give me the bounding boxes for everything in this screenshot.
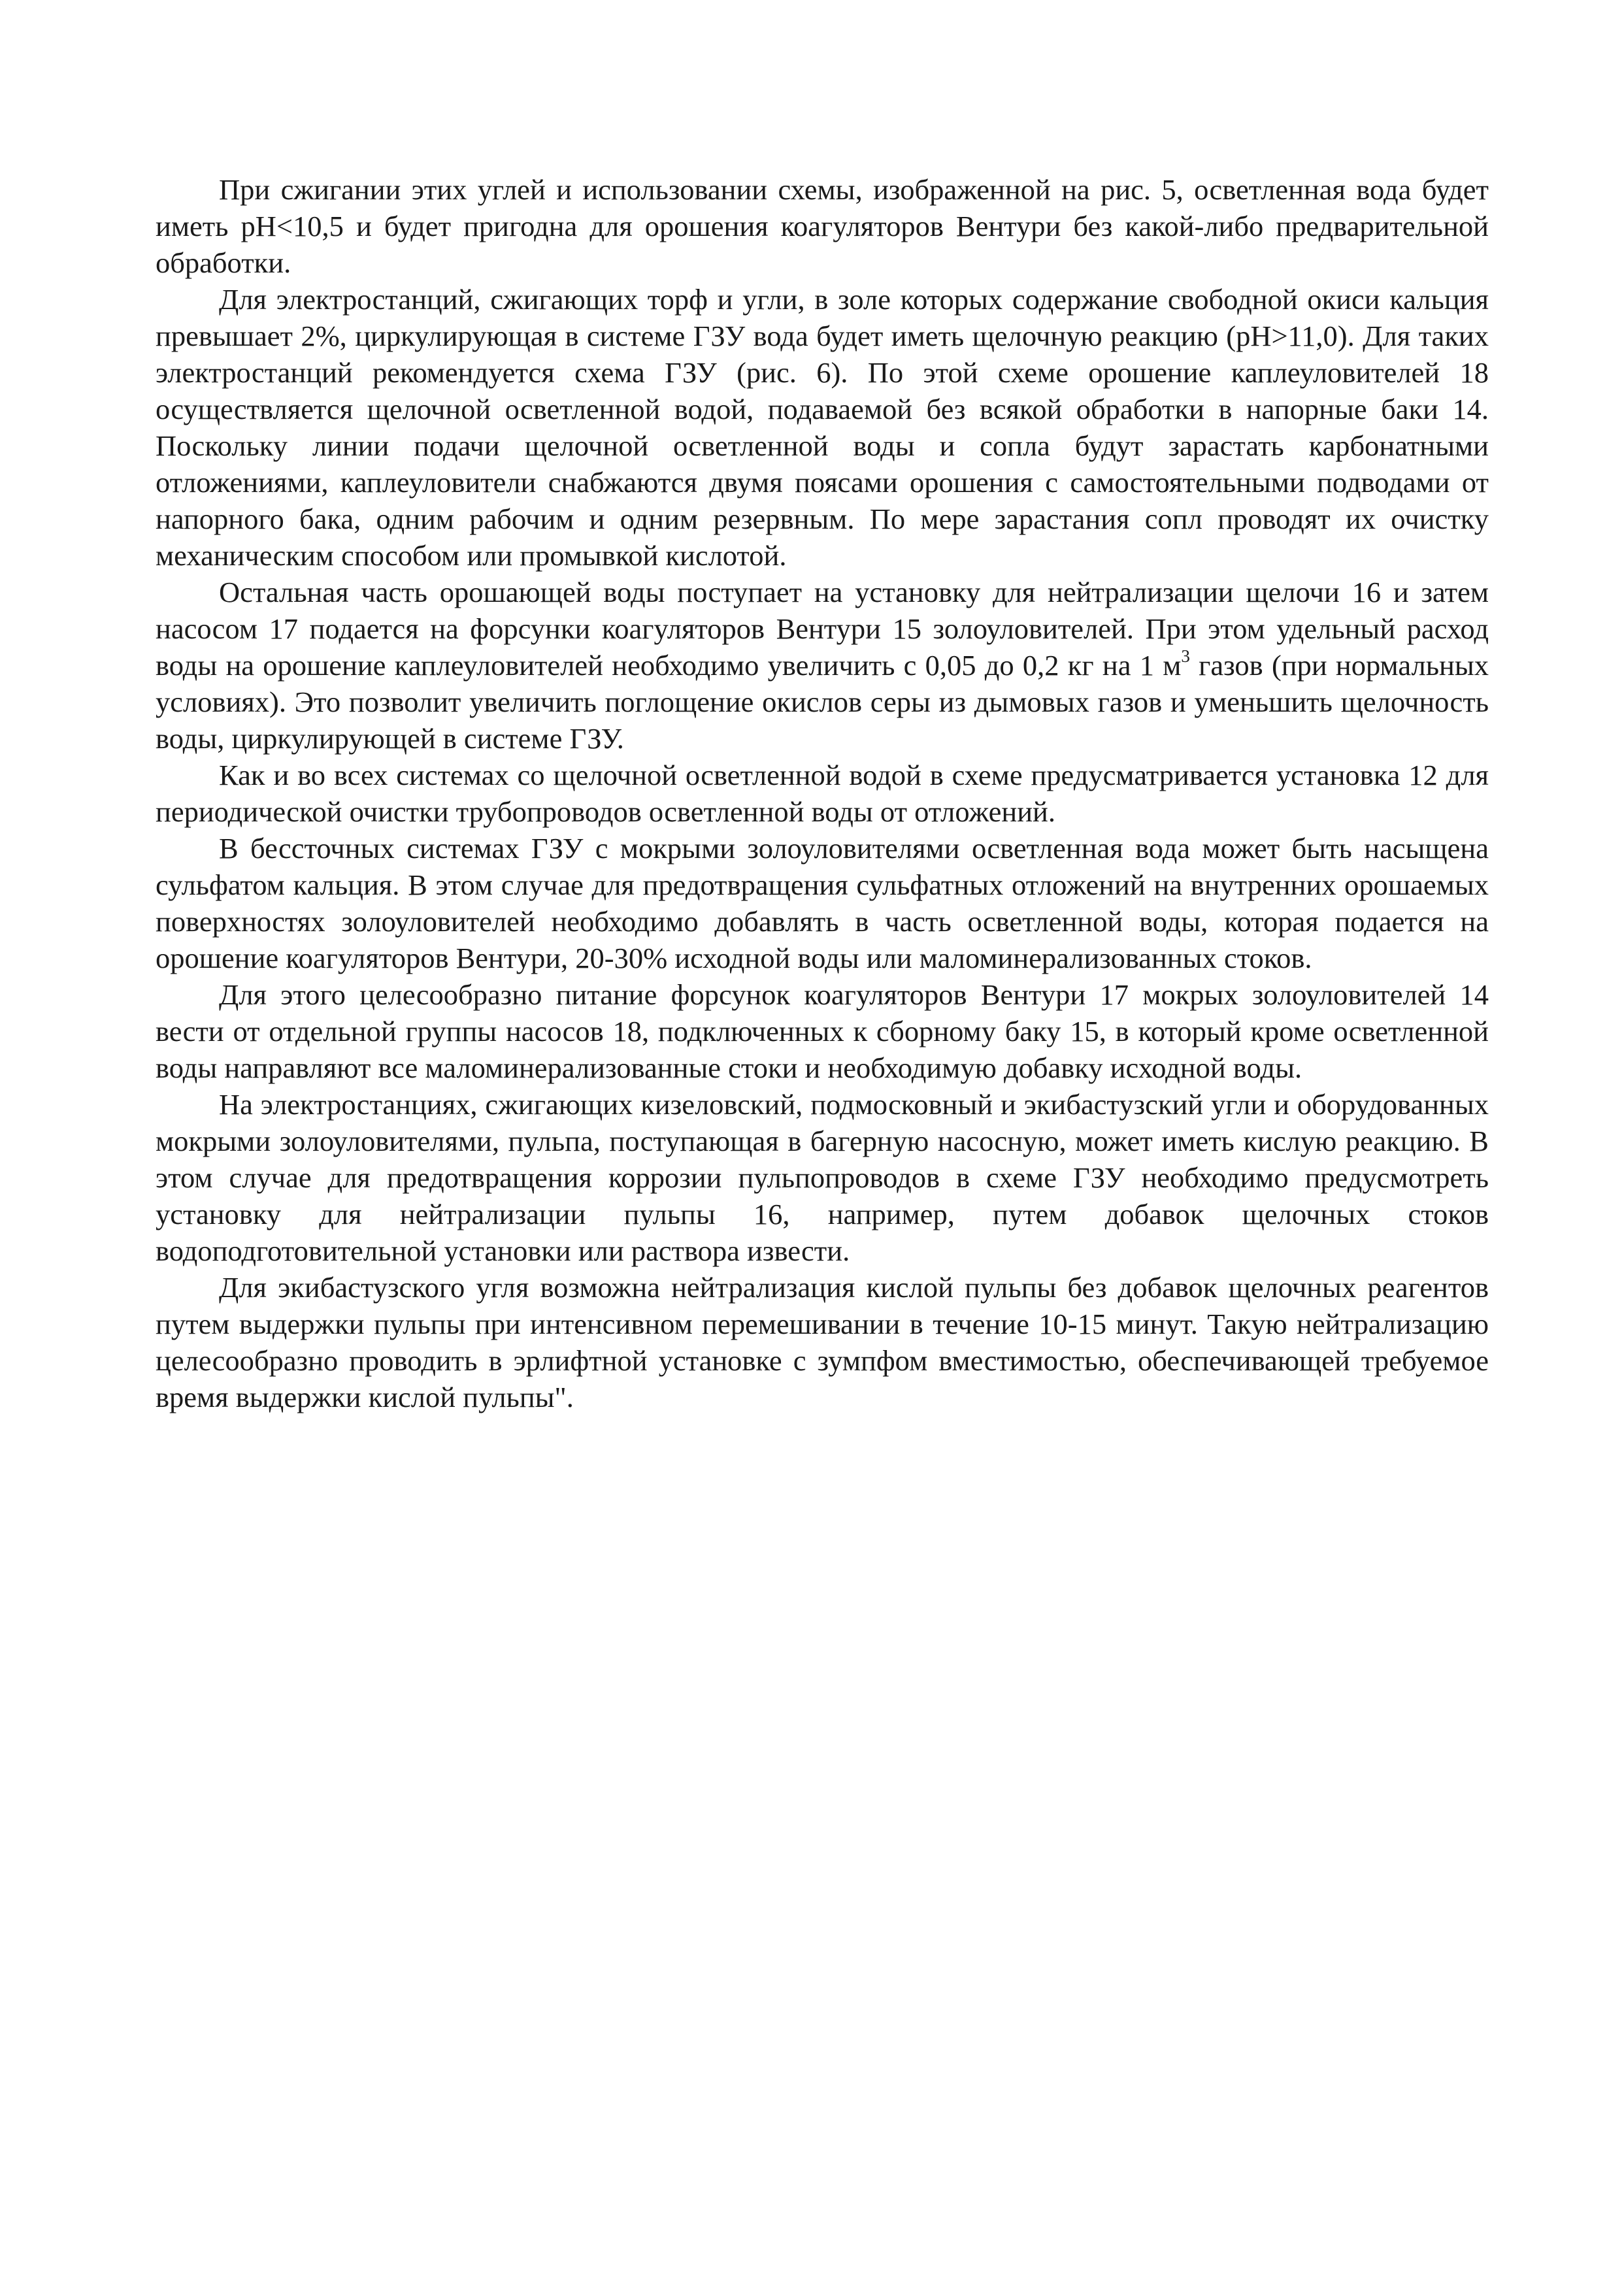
paragraph-7: На электростанциях, сжигающих кизеловский, подмосковный и экибастузский угли и оборудованных мокрыми золоуловителями, пульпа, поступающая в багерную насосную, может иметь кислую реакцию. В этом случае для предотвращения коррозии пульпопроводов в схеме ГЗУ необходимо предусмотреть установку для нейтрализации пульпы 16, например, путем добавок щелочных стоков водоподготовительной установки или раствора извести. <box>156 1088 1489 1267</box>
paragraph-3 <box>156 574 1489 757</box>
paragraph-3-text-before: Остальная часть орошающей воды поступает на установку для нейтрализации щелочи 16 и затем насосом 17 подается на форсунки коагуляторов Вентури 15 золоуловителей. При этом удельный расход воды на орошение каплеуловителей необходимо увеличить с 0,05 до 0,2 кг на 1 м <box>156 576 1489 682</box>
superscript-3: 3 <box>1181 646 1190 667</box>
paragraph-2: Для электростанций, сжигающих торф и угли, в золе которых содержание свободной окиси кальция превышает 2%, циркулирующая в системе ГЗУ вода будет иметь щелочную реакцию (pH>11,0). Для таких электростанций рекомендуется схема ГЗУ (рис. 6). По этой схеме орошение каплеуловителей 18 осуществляется щелочной осветленной водой, подаваемой без всякой обработки в напорные баки 14. Поскольку линии подачи щелочной осветленной воды и сопла будут зарастать карбонатными отложениями, каплеуловители снабжаются двумя поясами орошения с самостоятельными подводами от напорного бака, одним рабочим и одним резервным. По мере зарастания сопл проводят их очистку механическим способом или промывкой кислотой. <box>156 283 1489 572</box>
paragraph-5: В бессточных системах ГЗУ с мокрыми золоуловителями осветленная вода может быть насыщена сульфатом кальция. В этом случае для предотвращения сульфатных отложений на внутренних орошаемых поверхностях золоуловителей необходимо добавлять в часть осветленной воды, которая подается на орошение коагуляторов Вентури, 20-30% исходной воды или маломинерализованных стоков. <box>156 832 1489 974</box>
body-text <box>156 171 1489 1415</box>
paragraph-6: Для этого целесообразно питание форсунок коагуляторов Вентури 17 мокрых золоуловителей 14 вести от отдельной группы насосов 18, подключенных к сборному баку 15, в который кроме осветленной воды направляют все маломинерализованные стоки и необходимую добавку исходной воды. <box>156 978 1489 1084</box>
paragraph-4: Как и во всех системах со щелочной осветленной водой в схеме предусматривается установка 12 для периодической очистки трубопроводов осветленной воды от отложений. <box>156 759 1489 828</box>
paragraph-3-text-after: газов (при нормальных условиях). Это позволит увеличить поглощение окислов серы из дымовых газов и уменьшить щелочность воды, циркулирующей в системе ГЗУ. <box>156 649 1489 755</box>
paragraph-8: Для экибастузского угля возможна нейтрализация кислой пульпы без добавок щелочных реагентов путем выдержки пульпы при интенсивном перемешивании в течение 10-15 минут. Такую нейтрализацию целесообразно проводить в эрлифтной установке с зумпфом вместимостью, обеспечивающей требуемое время выдержки кислой пульпы". <box>156 1271 1489 1413</box>
paragraph-1: При сжигании этих углей и использовании схемы, изображенной на рис. 5, осветленная вода будет иметь pH<10,5 и будет пригодна для орошения коагуляторов Вентури без какой-либо предварительной обработки. <box>156 173 1489 279</box>
